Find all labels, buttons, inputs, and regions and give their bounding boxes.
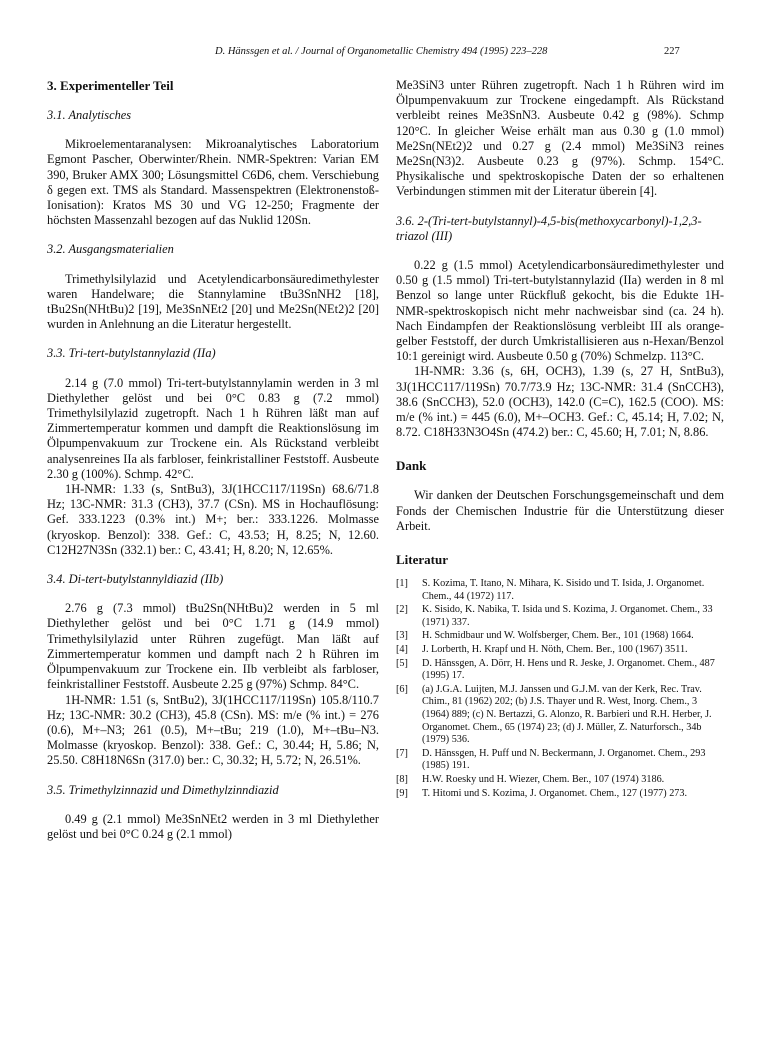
paragraph-iia-data: 1H-NMR: 1.33 (s, SntBu3), 3J(1HCC117/119Sn) 68.6/71.8 Hz; 13C-NMR: 31.3 (CH3), 37.7 (CSn). MS in Hochauflösung: Gef. 333.1223 (0.3% int.) M+; ber.: 333.1226. Molmasse (kryoskop. Benzol): 338. Gef.: C, 43.53; H, 8.25; N, 12.60. C12H27N3Sn (332.1) ber.: C, 43.41; H, 8.20; N, 12.65%. bbox=[47, 482, 379, 557]
reference-number: [5] bbox=[396, 657, 408, 669]
right-column bbox=[396, 78, 724, 801]
left-column bbox=[47, 78, 379, 842]
reference-number: [7] bbox=[396, 747, 408, 759]
paragraph-ausgangsmaterialien: Trimethylsilylazid und Acetylendicarbonsäuredimethylester waren Handelware; die Stannylamine tBu3SnNH2 [18], tBu2Sn(NHtBu)2 [19], Me3SnNEt2 [20] und Me2Sn(NEt2)2 [20] wurden in Anlehnung an die Literatur hergestellt. bbox=[47, 271, 379, 332]
acknowledgement-text: Wir danken der Deutschen Forschungsgemeinschaft und dem Fonds der Chemischen Industrie für die Unterstützung dieser Arbeit. bbox=[396, 488, 724, 533]
reference-item bbox=[396, 630, 724, 643]
reference-number: [6] bbox=[396, 683, 408, 695]
references-title: Literatur bbox=[396, 552, 448, 568]
reference-text: D. Hänssgen, H. Puff und N. Beckermann, J. Organomet. Chem., 293 (1985) 191. bbox=[422, 747, 706, 772]
reference-item bbox=[396, 748, 724, 773]
reference-item bbox=[396, 604, 724, 629]
reference-text: (a) J.G.A. Luijten, M.J. Janssen und G.J.M. van der Kerk, Rec. Trav. Chim., 81 (1962) 202; (b) J.S. Thayer und R. West, Inorg. Chem., 3 (1964) 889; (c) N. Bertazzi, G. Alonzo, R. Barbieri und R.H. Herber, J. Organomet. Chem., 65 (1974) 23; (d) J. Müller, Z. Naturforsch., 34b (1979) 536. bbox=[422, 683, 712, 746]
reference-text: K. Sisido, K. Nabika, T. Isida und S. Kozima, J. Organomet. Chem., 33 (1971) 337. bbox=[422, 604, 713, 628]
paragraph-zinnazid-continued: Me3SiN3 unter Rühren zugetropft. Nach 1 h Rühren wird im Ölpumpenvakuum zur Trockene eingedampft. Als Rückstand verbleibt reines Me3SnN3. Ausbeute 0.42 g (98%). Schmp 120°C. In gleicher Weise erhält man aus 0.30 g (1.0 mmol) Me2Sn(NEt2)2 und 0.27 g (2.4 mmol) Me3SiN3 reines Me2Sn(N3)2. Ausbeute 0.23 g (97%). Schmp. 154°C. Physikalische und spektroskopische Daten der so erhaltenen Verbindungen stimmen mit der Literatur überein [4]. bbox=[396, 78, 724, 199]
subsection-title-3-4: 3.4. Di-tert-butylstannyldiazid (IIb) bbox=[47, 572, 224, 587]
reference-number: [9] bbox=[396, 787, 408, 799]
reference-number: [2] bbox=[396, 604, 408, 616]
paragraph-analytisches: Mikroelementaranalysen: Mikroanalytisches Laboratorium Egmont Pascher, Oberwinter/Rhein. NMR-Spektren: Varian EM 390, Bruker AMX 300; Lösungsmittel C6D6, chem. Verschiebung δ gegen ext. TMS als Standard. Massenspektren (Elektronenstoß-Ionisation): Kratos MS 30 und VG 12-250; Fragmente der höchsten Massenzahl bezogen auf das Nuklid 120Sn. bbox=[47, 137, 379, 228]
reference-text: D. Hänssgen, A. Dörr, H. Hens und R. Jeske, J. Organomet. Chem., 487 (1995) 17. bbox=[422, 657, 715, 682]
reference-text: J. Lorberth, H. Krapf und H. Nöth, Chem. Ber., 100 (1967) 3511. bbox=[422, 644, 688, 656]
acknowledgement-title: Dank bbox=[396, 458, 427, 474]
subsection-title-3-3: 3.3. Tri-tert-butylstannylazid (IIa) bbox=[47, 346, 216, 361]
paragraph-iia-synthesis: 2.14 g (7.0 mmol) Tri-tert-butylstannylamin werden in 3 ml Diethylether gelöst und bei 0°C 0.83 g (7.2 mmol) Trimethylsilylazid zugetropft. Nach 1 h Rühren läßt man auf Zimmertemperatur kommen und dampft die Reaktionslösung im Ölpumpenvakuum zur Trockene ein. Als Rückstand verbleibt analysenreines IIa als farbloser, feinkristalliner Feststoff. Ausbeute 2.30 g (100%). Schmp. 42°C. bbox=[47, 375, 379, 481]
journal-citation: D. Hänssgen et al. / Journal of Organometallic Chemistry 494 (1995) 223–228 bbox=[215, 46, 548, 57]
page-number: 227 bbox=[664, 46, 680, 57]
reference-list bbox=[396, 578, 724, 800]
paragraph-zinnazid-start: 0.49 g (2.1 mmol) Me3SnNEt2 werden in 3 ml Diethylether gelöst und bei 0°C 0.24 g (2.1 mmol) bbox=[47, 811, 379, 841]
reference-text: S. Kozima, T. Itano, N. Mihara, K. Sisido und T. Isida, J. Organomet. Chem., 44 (1972) 117. bbox=[422, 578, 705, 602]
paragraph-iib-synthesis: 2.76 g (7.3 mmol) tBu2Sn(NHtBu)2 werden in 5 ml Diethylether gelöst und bei 0°C 1.71 g (14.9 mmol) Trimethylsilylazid unter Rühren zugefügt. Man läßt auf Zimmertemperatur kommen und dampft nach 2 h Rühren im Ölpumpenvakuum zur Trockene ein. IIb verbleibt als farbloser, feinkristalliner Feststoff. Ausbeute 2.25 g (97%) Schmp. 84°C. bbox=[47, 601, 379, 692]
reference-number: [8] bbox=[396, 773, 408, 785]
reference-text: T. Hitomi und S. Kozima, J. Organomet. Chem., 127 (1977) 273. bbox=[422, 787, 688, 799]
reference-item bbox=[396, 578, 724, 603]
subsection-title-3-5: 3.5. Trimethylzinnazid und Dimethylzinndiazid bbox=[47, 782, 279, 797]
section-title: 3. Experimenteller Teil bbox=[47, 78, 174, 93]
subsection-title-3-2: 3.2. Ausgangsmaterialien bbox=[47, 242, 174, 257]
reference-number: [1] bbox=[396, 578, 408, 590]
reference-item bbox=[396, 788, 724, 801]
reference-item bbox=[396, 684, 724, 747]
subsection-title-3-1: 3.1. Analytisches bbox=[47, 108, 132, 122]
reference-item bbox=[396, 644, 724, 657]
paragraph-iib-data: 1H-NMR: 1.51 (s, SntBu2), 3J(1HCC117/119Sn) 105.8/110.7 Hz; 13C-NMR: 30.2 (CH3), 45.8 (CSn). MS: m/e (% int.) = 276 (0.6), M+–N3; 261 (0.5), M+–tBu; 219 (1.0), M+–tBu–N3. Molmasse (kryoskop. Benzol): 338. Gef.: C, 30.44; H, 5.86; N, 25.50. C8H18N6Sn (317.0) ber.: C, 30.32; H, 5.72; N, 26.51%. bbox=[47, 692, 379, 768]
reference-number: [3] bbox=[396, 630, 408, 642]
reference-text: H. Schmidbaur und W. Wolfsberger, Chem. Ber., 101 (1968) 1664. bbox=[422, 630, 694, 642]
subsection-title-3-6: 3.6. 2-(Tri-tert-butylstannyl)-4,5-bis(methoxycarbonyl)-1,2,3-triazol (III) bbox=[396, 213, 702, 243]
paragraph-iii-synthesis: 0.22 g (1.5 mmol) Acetylendicarbonsäuredimethylester und 0.50 g (1.5 mmol) Tri-tert-butylstannylazid (IIa) werden in 8 ml Benzol so lange unter Rückfluß gekocht, bis die Edukte 1H-NMR-spektroskopisch nicht mehr nachweisbar sind (ca. 24 h). Nach Eindampfen der Reaktionslösung verbleibt III als orange-gelber Feststoff, der durch Umkristallisieren aus n-Hexan/Benzol 10:1 gereinigt wird. Ausbeute 0.50 g (70%) Schmelzp. 113°C. bbox=[396, 258, 724, 364]
reference-item bbox=[396, 658, 724, 683]
reference-number: [4] bbox=[396, 644, 408, 656]
reference-item bbox=[396, 774, 724, 787]
reference-text: H.W. Roesky und H. Wiezer, Chem. Ber., 107 (1974) 3186. bbox=[422, 773, 665, 785]
paragraph-iii-data: 1H-NMR: 3.36 (s, 6H, OCH3), 1.39 (s, 27 H, SntBu3), 3J(1HCC117/119Sn) 70.7/73.9 Hz; 13C-NMR: 31.4 (SnCCH3), 38.6 (SnCCH3), 52.0 (OCH3), 142.0 (C=C), 162.5 (COO). MS: m/e (% int.) = 445 (6.0), M+–OCH3. Gef.: C, 45.14; H, 7.02; N, 8.72. C18H33N3O4Sn (474.2) ber.: C, 45.60; H, 7.01; N, 8.86. bbox=[396, 364, 724, 440]
running-head bbox=[0, 46, 768, 62]
